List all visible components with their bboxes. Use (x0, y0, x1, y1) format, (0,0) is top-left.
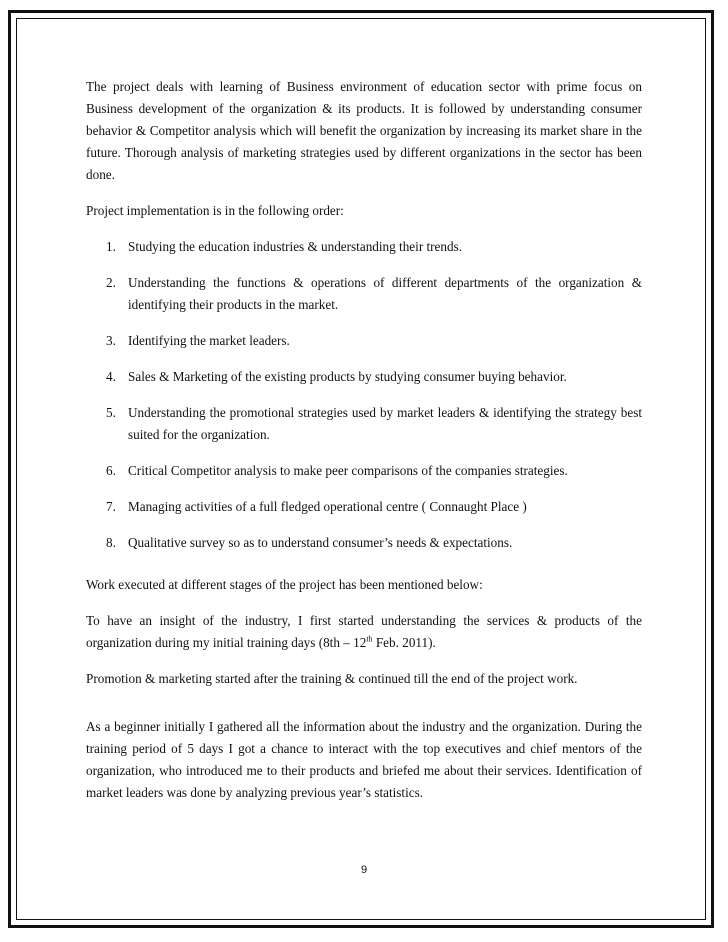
list-item (86, 460, 642, 482)
document-body (86, 76, 642, 818)
insight-paragraph (86, 610, 642, 654)
list-item-number: 8. (106, 535, 116, 550)
list-item (86, 236, 642, 258)
list-item-text: Understanding the promotional strategies used by market leaders & identifying the strategy best suited for the organization. (128, 405, 642, 442)
list-item (86, 366, 642, 388)
list-item (86, 330, 642, 352)
list-item-number: 7. (106, 499, 116, 514)
beginner-paragraph: As a beginner initially I gathered all the information about the industry and the organization. During the training period of 5 days I got a chance to interact with the top executives and chief mentors of the organization, who introduced me to their products and briefed me about their services. Identification of market leaders was done by analyzing previous year’s statistics. (86, 719, 642, 800)
list-item-number: 1. (106, 239, 116, 254)
list-item-text: Sales & Marketing of the existing products by studying consumer buying behavior. (128, 369, 567, 384)
insight-text-end: Feb. 2011). (372, 635, 436, 650)
superscript-th: th (366, 634, 373, 644)
list-item-text: Understanding the functions & operations of different departments of the organization & identifying their products in the market. (128, 275, 642, 312)
list-item-number: 6. (106, 463, 116, 478)
list-item-text: Identifying the market leaders. (128, 333, 290, 348)
spacer (86, 704, 642, 716)
list-item (86, 532, 642, 554)
intro-paragraph: The project deals with learning of Business environment of education sector with prime focus on Business development of the organization & its products. It is followed by understanding consumer behavior & Competitor analysis which will benefit the organization by increasing its market share in the future. Thorough analysis of marketing strategies used by different organizations in the sector has been done. (86, 79, 642, 182)
list-item-number: 2. (106, 275, 116, 290)
list-item-text: Qualitative survey so as to understand consumer’s needs & expectations. (128, 535, 513, 550)
list-item-text: Critical Competitor analysis to make peer comparisons of the companies strategies. (128, 463, 568, 478)
page-number: 9 (360, 864, 368, 876)
list-item-number: 3. (106, 333, 116, 348)
list-item-number: 4. (106, 369, 116, 384)
promotion-paragraph: Promotion & marketing started after the training & continued till the end of the project work. (86, 671, 578, 686)
list-item (86, 402, 642, 446)
list-item (86, 272, 642, 316)
list-item-text: Managing activities of a full fledged operational centre ( Connaught Place ) (128, 499, 527, 514)
list-item (86, 496, 642, 518)
implementation-steps-list (86, 236, 642, 554)
implementation-heading: Project implementation is in the following order: (86, 203, 344, 218)
work-executed-paragraph: Work executed at different stages of the project has been mentioned below: (86, 577, 483, 592)
list-item-number: 5. (106, 405, 116, 420)
insight-text-start: To have an insight of the industry, I first started understanding the services & products of the organization during my initial training days (8th – 12 (86, 613, 642, 650)
list-item-text: Studying the education industries & understanding their trends. (128, 239, 463, 254)
